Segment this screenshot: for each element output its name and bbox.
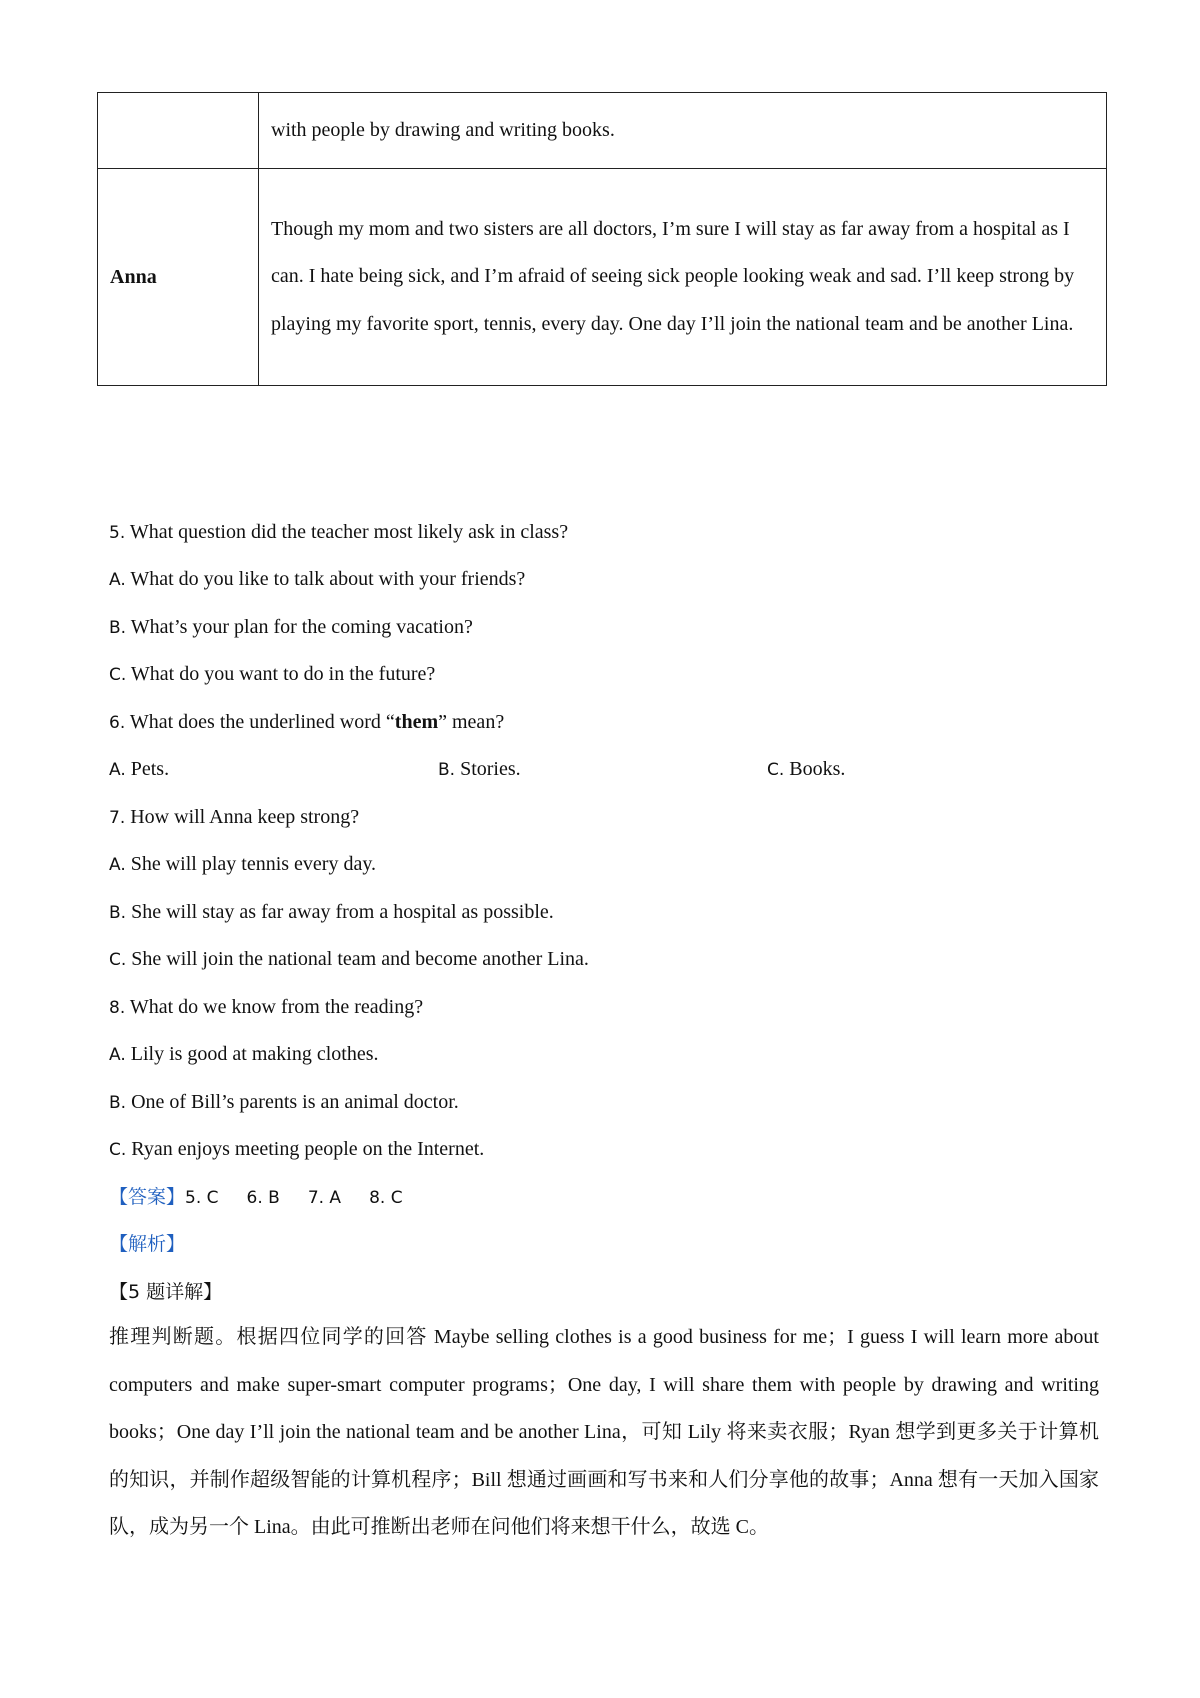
option-7a — [109, 851, 376, 878]
table-row — [98, 93, 1107, 169]
question-text: How will Anna keep strong? — [125, 806, 360, 828]
option-letter: C. — [767, 760, 785, 780]
option-6a — [109, 756, 169, 783]
answer-line — [109, 1184, 431, 1211]
option-6c — [767, 756, 845, 783]
option-text: She will stay as far away from a hospital as possible. — [126, 901, 554, 923]
detail-label: 【5 题详解】 — [109, 1281, 223, 1303]
answer-item: 6. B — [246, 1188, 280, 1208]
option-7b — [109, 899, 554, 926]
option-text: Pets. — [125, 758, 170, 780]
option-text: What’s your plan for the coming vacation? — [126, 616, 473, 638]
table-name-cell — [98, 93, 259, 169]
option-5a — [109, 566, 525, 593]
option-text: Ryan enjoys meeting people on the Internet. — [126, 1138, 485, 1160]
option-text: What do you want to do in the future? — [126, 663, 436, 685]
option-letter: A. — [109, 855, 126, 875]
question-number: 8. — [109, 998, 126, 1018]
option-letter: C. — [109, 665, 127, 685]
answer-item: 5. C — [185, 1188, 219, 1208]
option-text: Books. — [784, 758, 846, 780]
option-letter: B. — [109, 903, 127, 923]
option-letter: B. — [438, 760, 456, 780]
table-text-cell: Though my mom and two sisters are all doctors, I’m sure I will stay as far away from a hospital as I can. I hate being sick, and I’m afraid of seeing sick people looking weak and sad. I’ll keep strong by playing my favorite sport, tennis, every day. One day I’ll join the national team and be another Lina. — [259, 169, 1107, 386]
table-row — [98, 169, 1107, 386]
question-number: 6. — [109, 713, 126, 733]
option-text: Stories. — [455, 758, 521, 780]
answer-item: 7. A — [307, 1188, 342, 1208]
answer-list — [185, 1188, 431, 1208]
option-letter: B. — [109, 1093, 127, 1113]
option-6b — [438, 756, 521, 783]
table-text-cell: with people by drawing and writing books. — [259, 93, 1107, 169]
analysis-label: 【解析】 — [109, 1233, 186, 1255]
question-number: 5. — [109, 523, 126, 543]
table-name-cell: Anna — [98, 169, 259, 386]
detail-paragraph: 推理判断题。根据四位同学的回答 Maybe selling clothes is a good business for me；I guess I will learn more about computers and make super-smart computer programs；One day, I will share them with people by drawing and writing books；One day I’ll join the national team and be another Lina，可知 Lily 将来卖衣服；Ryan 想学到更多关于计算机的知识，并制作超级智能的计算机程序；Bill 想通过画画和写书来和人们分享他的故事；Anna 想有一天加入国家队，成为另一个 Lina。由此可推断出老师在问他们将来想干什么，故选 C。 — [109, 1326, 1099, 1538]
option-letter: B. — [109, 618, 127, 638]
option-5b — [109, 614, 473, 641]
option-text: She will join the national team and become another Lina. — [126, 948, 589, 970]
answer-item: 8. C — [369, 1188, 403, 1208]
option-5c — [109, 661, 435, 688]
option-8c — [109, 1136, 484, 1163]
question-6 — [109, 709, 504, 736]
question-8 — [109, 994, 423, 1021]
option-letter: C. — [109, 950, 127, 970]
option-letter: A. — [109, 760, 126, 780]
option-text: Lily is good at making clothes. — [125, 1043, 379, 1065]
profile-table — [97, 92, 1107, 386]
option-8a — [109, 1041, 378, 1068]
option-text: One of Bill’s parents is an animal doctor. — [126, 1091, 459, 1113]
option-8b — [109, 1089, 459, 1116]
option-letter: C. — [109, 1140, 127, 1160]
question-text-end: ” mean? — [438, 711, 505, 733]
analysis-line — [109, 1231, 185, 1257]
option-text: She will play tennis every day. — [125, 853, 377, 875]
question-text: What do we know from the reading? — [125, 996, 424, 1018]
question-text: What question did the teacher most likely ask in class? — [125, 521, 569, 543]
question-5 — [109, 519, 568, 546]
option-letter: A. — [109, 1045, 126, 1065]
option-text: What do you like to talk about with your friends? — [125, 568, 526, 590]
detail-heading — [109, 1279, 222, 1305]
answer-label: 【答案】 — [109, 1186, 186, 1208]
option-7c — [109, 946, 589, 973]
underlined-word: them — [394, 711, 439, 733]
question-7 — [109, 804, 359, 831]
question-text: What does the underlined word “ — [125, 711, 395, 733]
option-letter: A. — [109, 570, 126, 590]
question-number: 7. — [109, 808, 126, 828]
